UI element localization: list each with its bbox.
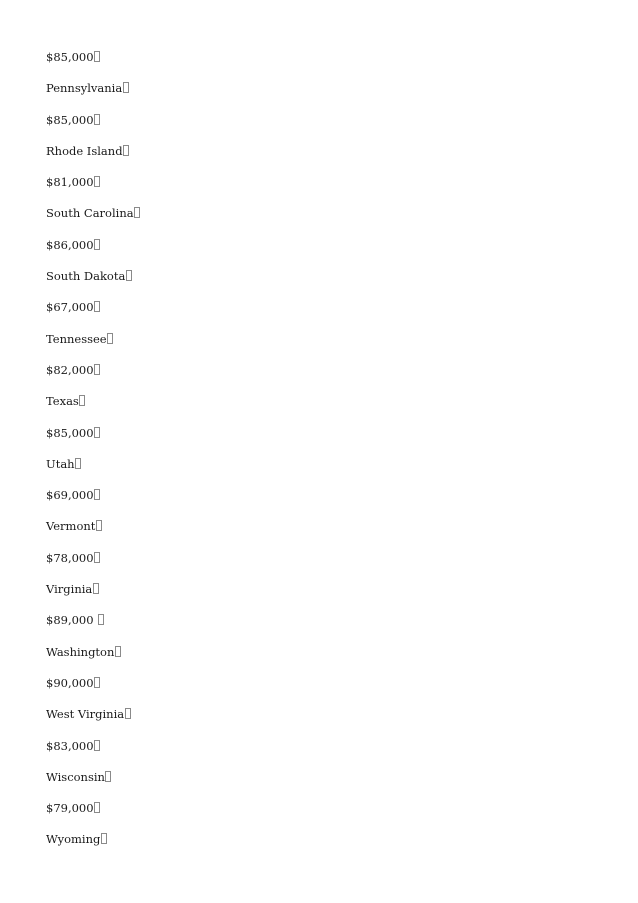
line-text: $85,000 — [46, 112, 94, 127]
line-text: $86,000 — [46, 237, 94, 252]
line-text: $85,000 — [46, 50, 94, 64]
missing-glyph-icon — [94, 677, 100, 688]
missing-glyph-icon — [107, 333, 113, 344]
text-line — [46, 611, 140, 642]
line-text: Vermont — [46, 519, 96, 534]
text-line — [46, 705, 140, 736]
text-lines — [46, 48, 140, 862]
text-line — [46, 580, 140, 611]
text-line — [46, 204, 140, 235]
line-text: $78,000 — [46, 550, 94, 565]
missing-glyph-icon — [94, 489, 100, 500]
text-line — [46, 830, 140, 861]
line-text: Rhode Island — [46, 143, 123, 158]
text-line — [46, 48, 140, 79]
text-line — [46, 79, 140, 110]
missing-glyph-icon — [94, 364, 100, 375]
line-text: Utah — [46, 456, 75, 471]
text-line — [46, 674, 140, 705]
text-line — [46, 517, 140, 548]
missing-glyph-icon — [96, 520, 102, 531]
text-line — [46, 643, 140, 674]
missing-glyph-icon — [123, 145, 129, 156]
line-text: South Dakota — [46, 269, 126, 284]
missing-glyph-icon — [75, 458, 81, 469]
line-text: Washington — [46, 644, 115, 659]
line-text: Virginia — [46, 582, 93, 597]
missing-glyph-icon — [125, 708, 131, 719]
missing-glyph-icon — [94, 802, 100, 813]
missing-glyph-icon — [94, 740, 100, 751]
line-text: South Carolina — [46, 206, 134, 221]
missing-glyph-icon — [105, 771, 111, 782]
line-text: Tennessee — [46, 331, 107, 346]
missing-glyph-icon — [94, 176, 100, 187]
missing-glyph-icon — [94, 51, 100, 62]
missing-glyph-icon — [79, 395, 85, 406]
missing-glyph-icon — [126, 270, 132, 281]
line-text: Texas — [46, 394, 79, 409]
text-line — [46, 486, 140, 517]
line-text: Pennsylvania — [46, 81, 123, 96]
text-line — [46, 424, 140, 455]
missing-glyph-icon — [98, 614, 104, 625]
text-line — [46, 267, 140, 298]
missing-glyph-icon — [94, 301, 100, 312]
missing-glyph-icon — [94, 114, 100, 125]
line-text: $67,000 — [46, 300, 94, 315]
missing-glyph-icon — [94, 239, 100, 250]
text-line — [46, 455, 140, 486]
missing-glyph-icon — [115, 646, 121, 657]
line-text: $90,000 — [46, 675, 94, 690]
line-text: West Virginia — [46, 707, 125, 722]
text-line — [46, 298, 140, 329]
missing-glyph-icon — [123, 82, 129, 93]
text-line — [46, 799, 140, 830]
missing-glyph-icon — [93, 583, 99, 594]
line-text: $69,000 — [46, 488, 94, 503]
line-text: $82,000 — [46, 362, 94, 377]
text-line — [46, 236, 140, 267]
missing-glyph-icon — [94, 427, 100, 438]
text-line — [46, 330, 140, 361]
line-text: $85,000 — [46, 425, 94, 440]
text-line — [46, 173, 140, 204]
text-line — [46, 142, 140, 173]
missing-glyph-icon — [101, 833, 107, 844]
line-text: $79,000 — [46, 801, 94, 816]
line-text: Wyoming — [46, 832, 101, 847]
line-text: $83,000 — [46, 738, 94, 753]
text-line — [46, 111, 140, 142]
line-text: $89,000 — [46, 613, 98, 628]
missing-glyph-icon — [94, 552, 100, 563]
line-text: $81,000 — [46, 175, 94, 190]
text-line — [46, 768, 140, 799]
text-line — [46, 737, 140, 768]
line-text: Wisconsin — [46, 769, 105, 784]
missing-glyph-icon — [134, 207, 140, 218]
text-line — [46, 392, 140, 423]
text-line — [46, 549, 140, 580]
text-line — [46, 361, 140, 392]
